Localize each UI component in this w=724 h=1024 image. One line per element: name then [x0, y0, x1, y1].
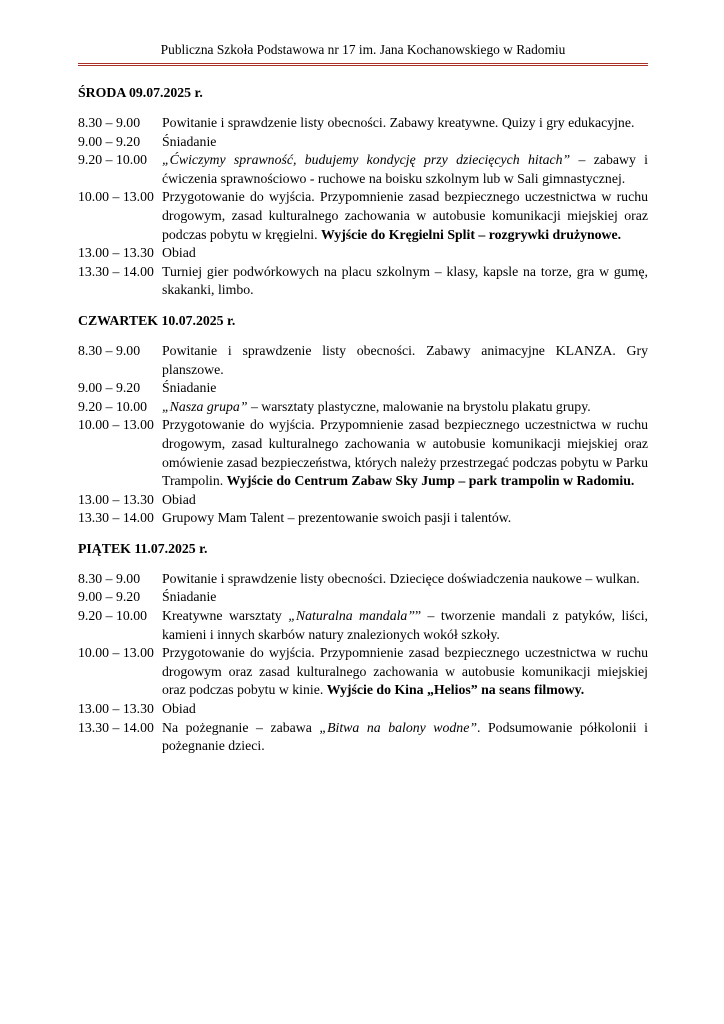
activity-text: Obiad	[162, 491, 196, 507]
time-slot: 13.30 – 14.00	[78, 263, 154, 279]
time-slot: 13.30 – 14.00	[78, 719, 154, 735]
activity-text: Powitanie i sprawdzenie listy obecności. Zabawy kreatywne. Quizy i gry edukacyjne.	[162, 115, 635, 130]
activity-text: ” – tworzenie mandali z patyków, liści, kamieni i innych skarbów natury znalezionych wokół szkoły.	[162, 608, 648, 642]
activity-text: – zabawy i ćwiczenia sprawnościowo - ruchowe na boisku szkolnym lub w Sali gimnastycznej.	[162, 152, 648, 186]
activity-text: Na pożegnanie – zabawa	[162, 719, 320, 735]
day-heading: PIĄTEK 11.07.2025 r.	[78, 540, 208, 556]
schedule-row	[78, 588, 648, 607]
activity-description	[162, 114, 648, 133]
schedule-row	[78, 700, 648, 719]
activity-title: „Naturalna mandala”	[288, 608, 415, 624]
day-schedule	[78, 114, 648, 300]
activity-text: Przygotowanie do wyjścia. Przypomnienie zasad bezpiecznego uczestnictwa w ruchu drogowym, zasad kulturalnego zachowania w autobusie komunikacji miejskiej oraz omówienie zasad bezpieczeństwa, których należy przestrzegać podczas pobytu w Parku Trampolin.	[162, 417, 648, 489]
schedule-row	[78, 491, 648, 510]
schedule-row	[78, 398, 648, 417]
activity-description	[162, 398, 648, 417]
activity-title: „Nasza grupa”	[162, 398, 248, 414]
schedule-row	[78, 244, 648, 263]
activity-description	[162, 244, 648, 263]
schedule-row	[78, 342, 648, 379]
activity-description	[162, 491, 648, 510]
activity-text: Śniadanie	[162, 589, 217, 605]
activity-title: „Bitwa na balony wodne”	[319, 719, 477, 735]
schedule-row	[78, 570, 648, 589]
activity-title: „Ćwiczymy sprawność, budujemy kondycję przy dziecięcych hitach”	[162, 152, 571, 168]
activity-description	[162, 188, 648, 244]
time-slot: 8.30 – 9.00	[78, 342, 141, 358]
time-slot: 10.00 – 13.00	[78, 417, 154, 433]
time-slot: 8.30 – 9.00	[78, 115, 141, 130]
time-slot: 13.00 – 13.30	[78, 245, 154, 261]
activity-text: Powitanie i sprawdzenie listy obecności. Zabawy animacyjne KLANZA. Gry planszowe.	[162, 342, 648, 377]
schedule	[78, 84, 648, 768]
activity-description	[162, 719, 648, 756]
time-slot: 9.00 – 9.20	[78, 133, 141, 149]
schedule-row	[78, 114, 648, 133]
activity-text: Powitanie i sprawdzenie listy obecności. Dziecięce doświadczenia naukowe – wulkan.	[162, 570, 640, 586]
activity-text: Przygotowanie do wyjścia. Przypomnienie zasad bezpiecznego uczestnictwa w ruchu drogowym, zasad kulturalnego zachowania w autobusie komunikacji miejskiej oraz podczas pobytu w kręgielni.	[162, 189, 648, 242]
activity-text: Turniej gier podwórkowych na placu szkolnym – klasy, kapsle na torze, gra w gumę, skakanki, limbo.	[162, 263, 648, 298]
activity-description	[162, 263, 648, 300]
schedule-row	[78, 188, 648, 244]
schedule-row	[78, 509, 648, 528]
activity-text: Śniadanie	[162, 380, 217, 396]
day-schedule	[78, 570, 648, 756]
schedule-row	[78, 719, 648, 756]
schedule-row	[78, 263, 648, 300]
activity-description	[162, 379, 648, 398]
activity-highlight: Wyjście do Kręgielni Split – rozgrywki drużynowe.	[321, 226, 622, 242]
schedule-row	[78, 607, 648, 644]
activity-text: Kreatywne warsztaty	[162, 608, 289, 624]
activity-description	[162, 133, 648, 152]
schedule-row	[78, 151, 648, 188]
time-slot: 13.00 – 13.30	[78, 701, 154, 717]
activity-text: . Podsumowanie półkolonii i pożegnanie dzieci.	[162, 719, 648, 754]
activity-description	[162, 416, 648, 490]
time-slot: 8.30 – 9.00	[78, 570, 141, 586]
activity-text: Przygotowanie do wyjścia. Przypomnienie zasad bezpiecznego uczestnictwa w ruchu drogowym oraz zasad kulturalnego zachowania w autobusie komunikacji miejskiej oraz podczas pobytu w kinie.	[162, 645, 648, 698]
time-slot: 10.00 – 13.00	[78, 645, 154, 661]
time-slot: 13.30 – 14.00	[78, 510, 154, 526]
activity-description	[162, 570, 648, 589]
activity-highlight: Wyjście do Kina „Helios” na seans filmowy.	[326, 682, 585, 698]
schedule-row	[78, 644, 648, 700]
activity-description	[162, 509, 648, 528]
time-slot: 9.00 – 9.20	[78, 380, 141, 396]
time-slot: 9.20 – 10.00	[78, 608, 147, 624]
activity-text: – warsztaty plastyczne, malowanie na brystolu plakatu grupy.	[247, 398, 591, 414]
time-slot: 13.00 – 13.30	[78, 491, 154, 507]
time-slot: 9.20 – 10.00	[78, 152, 147, 168]
schedule-row	[78, 416, 648, 490]
day-heading: ŚRODA 09.07.2025 r.	[78, 85, 203, 100]
activity-text: Obiad	[162, 701, 196, 717]
header-divider	[78, 63, 648, 66]
time-slot: 9.20 – 10.00	[78, 398, 147, 414]
activity-description	[162, 151, 648, 188]
activity-text: Obiad	[162, 245, 196, 261]
activity-highlight: Wyjście do Centrum Zabaw Sky Jump – park trampolin w Radomiu.	[226, 473, 635, 489]
activity-text: Grupowy Mam Talent – prezentowanie swoich pasji i talentów.	[162, 510, 512, 526]
time-slot: 10.00 – 13.00	[78, 189, 154, 205]
activity-description	[162, 588, 648, 607]
schedule-row	[78, 379, 648, 398]
schedule-row	[78, 133, 648, 152]
day-schedule	[78, 342, 648, 528]
day-heading: CZWARTEK 10.07.2025 r.	[78, 312, 236, 328]
activity-description	[162, 644, 648, 700]
time-slot: 9.00 – 9.20	[78, 589, 141, 605]
activity-text: Śniadanie	[162, 133, 217, 149]
activity-description	[162, 607, 648, 644]
page-header: Publiczna Szkoła Podstawowa nr 17 im. Jana Kochanowskiego w Radomiu	[160, 42, 566, 57]
activity-description	[162, 700, 648, 719]
activity-description	[162, 342, 648, 379]
